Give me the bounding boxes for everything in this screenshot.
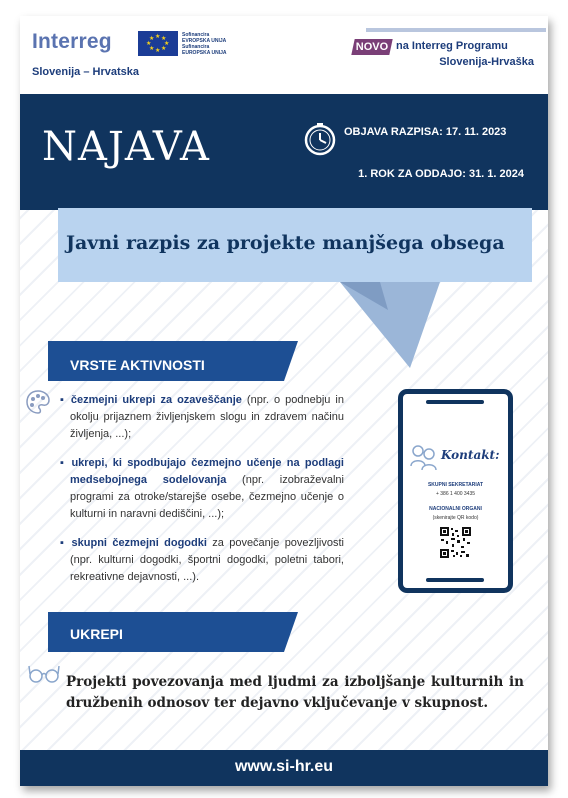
national-authorities-label: NACIONALNI ORGANI	[429, 506, 482, 512]
novo-badge-label: NOVO	[355, 41, 389, 53]
measures-text: Projekti povezovanja med ljudmi za izboljšanje kulturnih in družbenih odnosov ter dejavno vključevanje v skupnost.	[66, 674, 524, 711]
novo-text-line1: na Interreg Programu	[396, 40, 508, 52]
measures-heading: UKREPI	[70, 626, 123, 642]
eu-text-line: EUROPSKA UNIJA	[182, 50, 227, 56]
clock-icon	[303, 122, 337, 156]
phone-speaker	[426, 400, 484, 404]
item-highlight: ukrepi, ki spodbujajo čezmejno učenje na podlagi medsebojnega sodelovanja	[70, 457, 344, 486]
novo-text-line2: Slovenija-Hrvaška	[439, 56, 534, 68]
website-link[interactable]: www.si-hr.eu	[234, 758, 334, 775]
activities-list	[60, 392, 344, 598]
eu-text-line: Sufinancira	[182, 44, 210, 50]
eu-text-line: Sofinancira	[182, 32, 210, 38]
item-highlight: čezmejni ukrepi za ozaveščanje	[70, 394, 242, 406]
novo-decoration	[366, 28, 546, 32]
palette-icon	[24, 388, 52, 416]
glasses-icon	[28, 662, 60, 686]
qr-code[interactable]	[439, 526, 472, 559]
contact-title: Kontakt:	[441, 448, 500, 462]
eu-flag-icon: ★ ★ ★ ★ ★ ★ ★ ★	[138, 31, 178, 56]
item-text: (npr. izobraževalni programi za otroke/starejše osebe, čezmejno učenje o kulturni in naravni dediščini, ...);	[70, 474, 344, 520]
secretariat-label: SKUPNI SEKRETARIAT	[427, 482, 484, 488]
people-icon	[409, 442, 439, 472]
activities-heading: VRSTE AKTIVNOSTI	[70, 357, 205, 373]
qr-instruction: (skenirajte QR kodo)	[432, 515, 479, 521]
list-item: ▪ ukrepi, ki spodbujajo čezmejno učenje na podlagi medsebojnega sodelovanja (npr. izobraževalni programi za otroke/starejše osebe, čezmejno učenje o kulturni in naravni dediščini, ...);	[60, 457, 344, 520]
contact-phone-card	[398, 389, 513, 593]
phone-home-bar	[426, 578, 484, 582]
footer	[20, 750, 548, 786]
call-title: Javni razpis za projekte manjšega obsega	[66, 232, 505, 254]
secretariat-phone[interactable]: + 386 1 400 3435	[435, 491, 476, 497]
interreg-logo[interactable]: Interreg	[32, 30, 112, 53]
logo-subtitle: Slovenija – Hrvatska	[32, 66, 140, 78]
publication-date: OBJAVA RAZPISA: 17. 11. 2023	[344, 126, 507, 138]
header	[20, 16, 548, 94]
list-item: ▪ skupni čezmejni dogodki za povečanje povezljivosti (npr. kulturni dogodki, športni dogodki, poletni tabori, rekreativne dejavnosti, ...).	[60, 537, 344, 583]
item-text: (npr. o podnebju in okolju prijaznem življenjskem slogu in zdravem načinu življenja, ...);	[70, 394, 344, 440]
eu-cofunding-text	[182, 32, 227, 56]
page-title: NAJAVA	[42, 124, 210, 170]
poster-page	[20, 16, 548, 786]
item-highlight: skupni čezmejni dogodki	[71, 537, 207, 549]
item-text: za povečanje povezljivosti (npr. kulturni dogodki, športni dogodki, poletni tabori, rekreativne dejavnosti, ...).	[70, 537, 344, 583]
submission-deadline: 1. ROK ZA ODDAJO: 31. 1. 2024	[358, 168, 524, 180]
novo-badge	[351, 39, 392, 55]
eu-text-line: EVROPSKA UNIJA	[182, 38, 227, 44]
list-item: ▪ čezmejni ukrepi za ozaveščanje (npr. o podnebju in okolju prijaznem življenjskem slogu in zdravem načinu življenja, ...);	[60, 394, 344, 440]
